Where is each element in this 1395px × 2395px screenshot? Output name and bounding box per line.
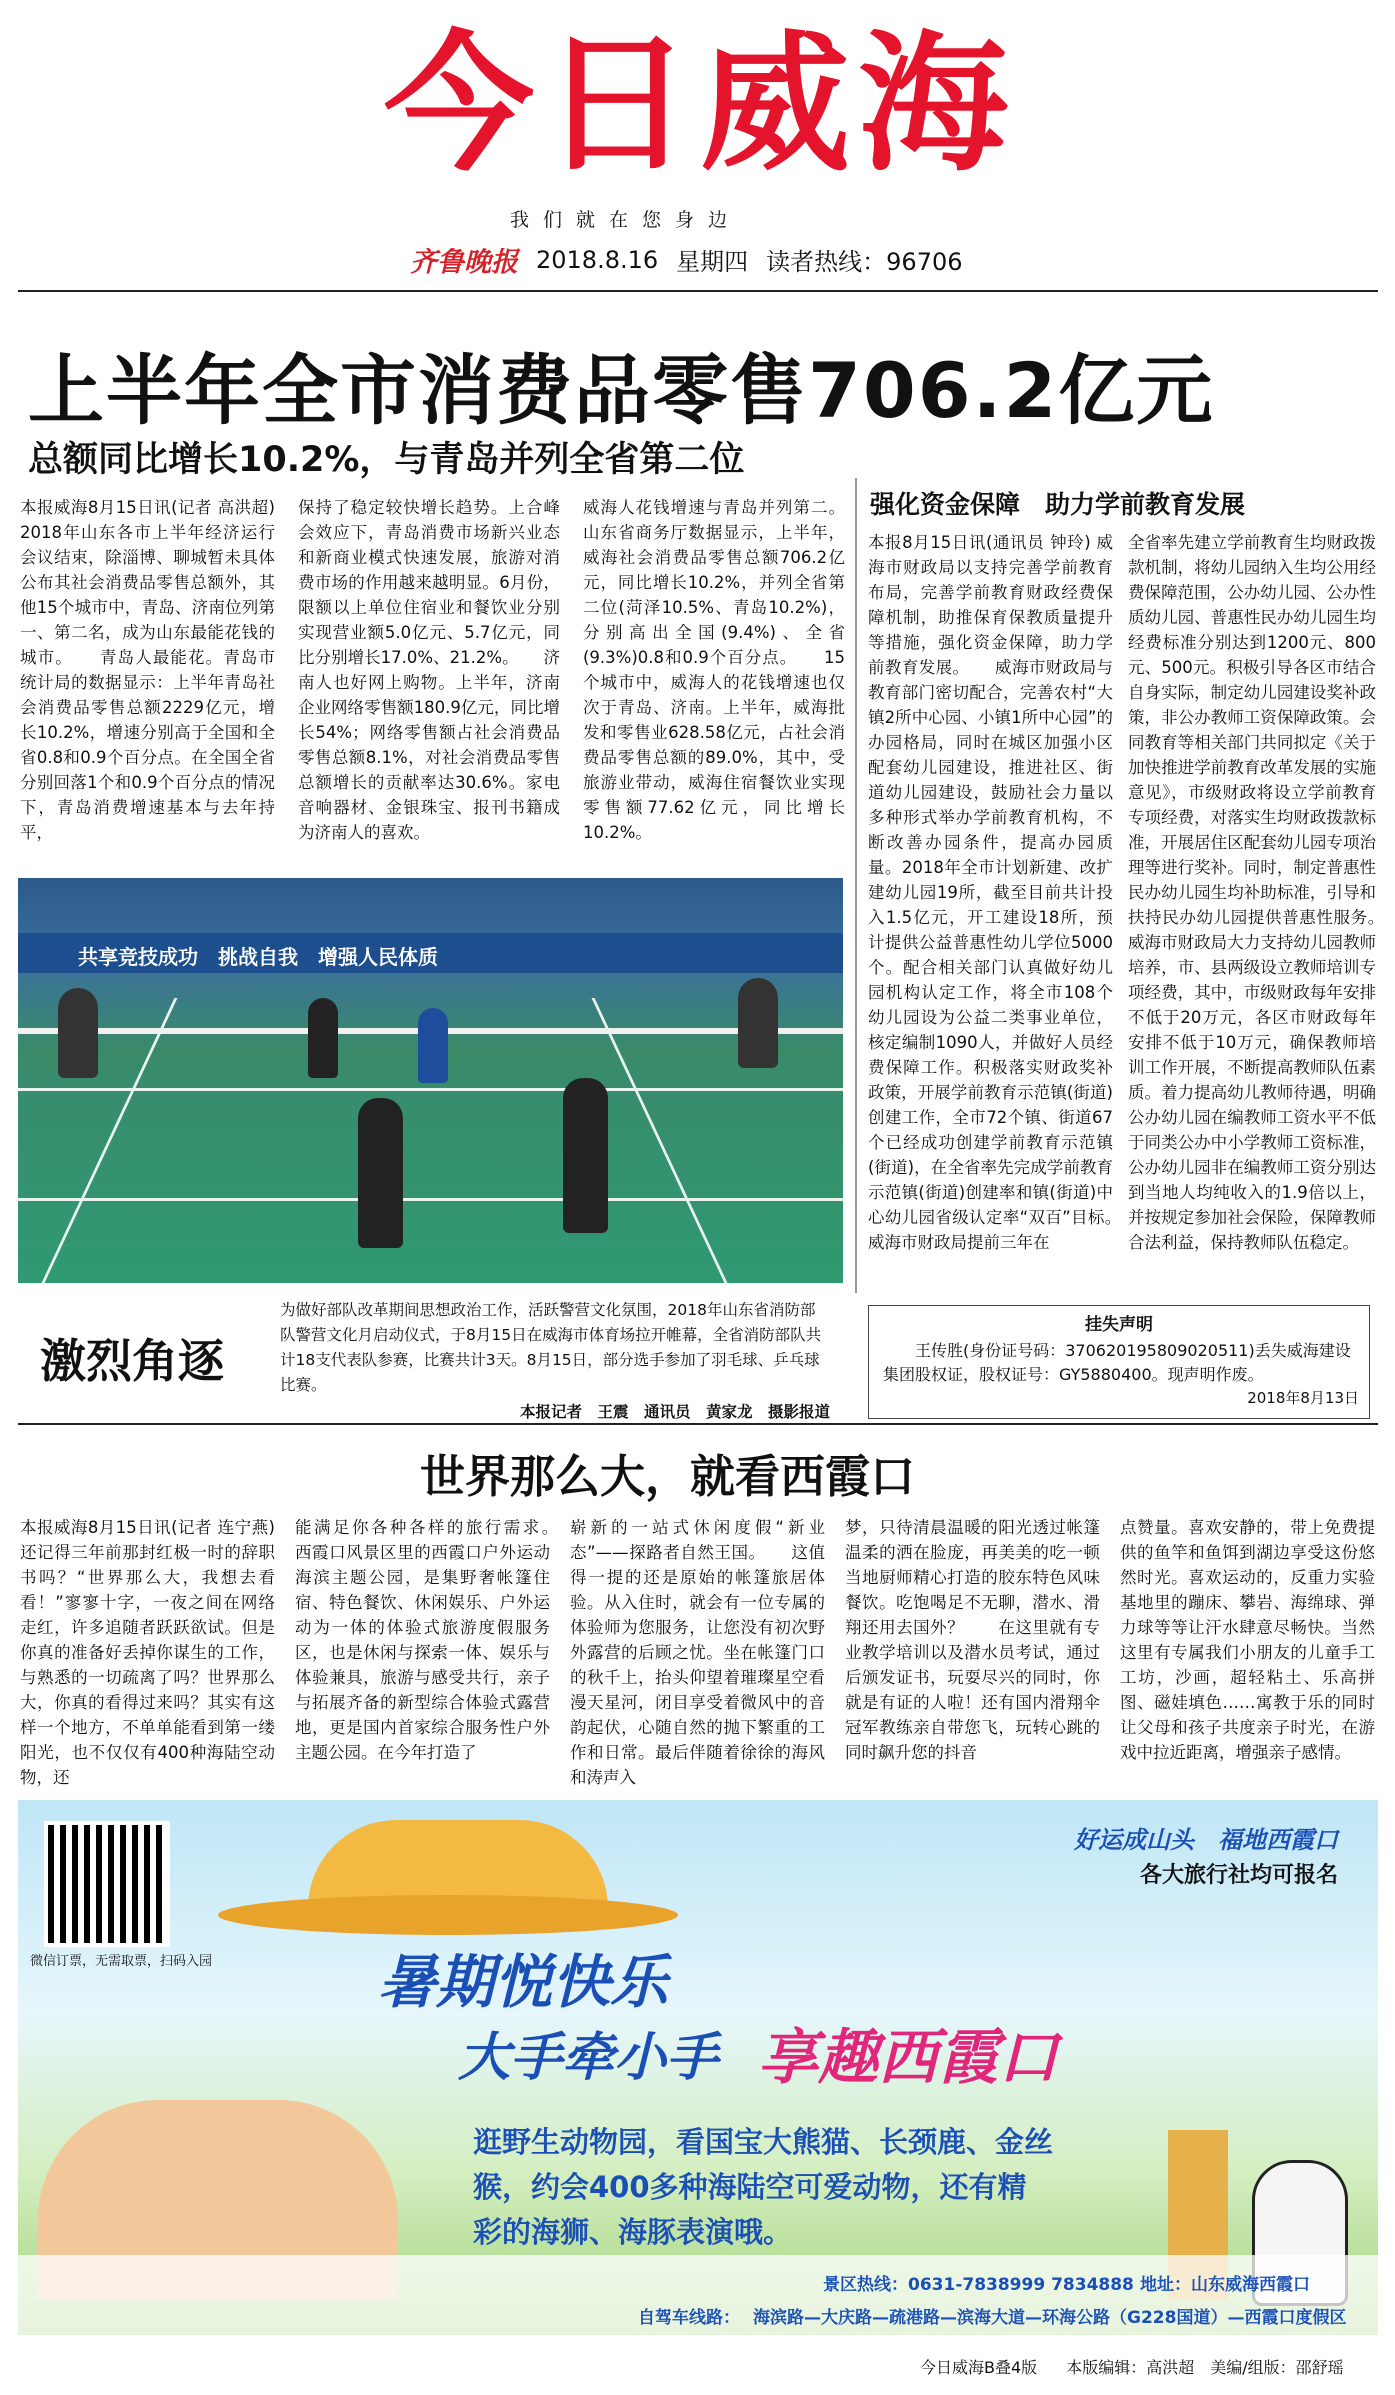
photo-banner <box>18 933 843 973</box>
lead-column-1: 本报威海8月15日讯(记者 高洪超) 2018年山东各市上半年经济运行会议结束，除淄博、聊城暂未具体公布其社会消费品零售总额外，其他15个城市中，青岛、济南位列第一、第二名，成为山东最能花钱的城市。 青岛人最能花。青岛市统计局的数据显示：上半年青岛社会消费品零售总额2229亿元，增长10.2%，增速分别高于全国和全省0.8和0.9个百分点。在全国全省分别回落1个和0.9个百分点的情况下，青岛消费增速基本与去年持平， <box>20 498 275 842</box>
notice-date: 2018年8月13日 <box>1247 1389 1359 1407</box>
travel-title: 世界那么大，就看西霞口 <box>420 1450 916 1503</box>
court-line <box>18 1088 843 1091</box>
travel-column-2: 能满足你各种各样的旅行需求。 西霞口风景区里的西霞口户外运动海滨主题公园，是集野奢帐篷住宿、特色餐饮、休闲娱乐、户外运动为一体的体验式旅游度假服务区，也是休闲与探索一体、娱乐与体验兼具，旅游与感受共行，亲子与拓展齐备的新型综合体验式露营地，更是国内首家综合服务性户外主题公园。在今年打造了 <box>295 1518 550 1762</box>
travel-column-3: 崭新的一站式休闲度假“新业态”——探路者自然王国。 这值得一提的还是原始的帐篷旅居体验。从入住时，就会有一位专属的体验师为您服务，让您没有初次野外露营的后顾之忧。坐在帐篷门口的秋千上，抬头仰望着璀璨星空看漫天星河，闭目享受着微风中的音韵起伏，心随自然的抛下繁重的工作和日常。最后伴随着徐徐的海风和涛声入 <box>570 1518 825 1787</box>
brand-logo: 齐鲁晚报 <box>410 247 518 278</box>
player <box>308 998 338 1078</box>
player <box>418 1008 448 1083</box>
notice-body: 王传胜(身份证号码：370620195809020511)丢失威海建设集团股权证，股权证号：GY5880400。现声明作废。 <box>883 1341 1351 1384</box>
photo-caption: 为做好部队改革期间思想政治工作，活跃警营文化氛围，2018年山东省消防部队警营文化月启动仪式，于8月15日在威海市体育场拉开帷幕，全省消防部队共计18支代表队参赛，比赛共计3天。8月15日，部分选手参加了羽毛球、乒乓球比赛。 本报记者 王震 通讯员 黄家龙 摄影报道 <box>280 1298 830 1425</box>
qr-code-icon[interactable] <box>48 1825 166 1943</box>
lead-column-3: 威海人花钱增速与青岛并列第二。山东省商务厅数据显示，上半年，威海社会消费品零售总额706.2亿元，同比增长10.2%，并列全省第二位(菏泽10.5%、青岛10.2%)，分别高出全国(9.4%)、全省(9.3%)0.8和0.9个百分点。 15个城市中，威海人的花钱增速也仅次于青岛、济南。上半年，威海批发和零售业628.58亿元，占社会消费品零售总额的89.0%，其中，受旅游业带动，威海住宿餐饮业实现零售额77.62亿元，同比增长10.2%。 <box>583 498 845 842</box>
travel-column-4: 梦，只待清晨温暖的阳光透过帐篷温柔的洒在脸庞，再美美的吃一顿当地厨师精心打造的胶东特色风味餐饮。吃饱喝足不无聊，潜水、滑翔还用去国外？ 在这里就有专业教学培训以及潜水员考试，通过后颁发证书，玩耍尽兴的同时，你就是有证的人啦！还有国内滑翔伞冠军教练亲自带您飞，玩转心跳的同时飙升您的抖音 <box>845 1518 1100 1762</box>
footer-edition: 今日威海B叠4版 <box>920 2358 1038 2377</box>
ad-title-1: 暑期悦快乐 <box>378 1948 669 2016</box>
hat-brim <box>218 1895 678 1935</box>
masthead-title: 今日威海 <box>383 18 1016 192</box>
side-divider <box>855 478 857 1293</box>
side-column-1: 本报8月15日讯(通讯员 钟玲) 威海市财政局以支持完善学前教育布局，完善学前教育财政经费保障机制，助推保育保教质量提升等措施，强化资金保障，助力学前教育发展。 威海市财政局与教育部门密切配合，完善农村“大镇2所中心园、小镇1所中心园”的办园格局，同时在城区加强小区配套幼儿园建设，推进社区、街道幼儿园建设，鼓励社会力量以多种形式举办学前教育机构，不断改善办园条件，提高办园质量。2018年全市计划新建、改扩建幼儿园19所，截至目前共计投入1.5亿元，开工建设18所，预计提供公益普惠性幼儿学位5000个。配合相关部门认真做好幼儿园机构认定工作，将全市108个幼儿园设为公益二类事业单位，核定编制1090人，并做好人员经费保障工作。积极落实财政奖补政策，开展学前教育示范镇(街道)创建工作，全市72个镇、街道67个已经成功创建学前教育示范镇(街道)，在全省率先完成学前教育示范镇(街道)创建率和镇(街道)中心幼儿园省级认定率“双百”目标。 威海市财政局提前三年在 <box>868 533 1113 1252</box>
reader-hotline: 读者热线：96706 <box>766 248 963 276</box>
issue-date: 2018.8.16 <box>536 245 659 274</box>
ad-address: 地址：山东威海西霞口 <box>1140 2275 1310 2295</box>
court-line <box>592 998 728 1283</box>
masthead-slogan: 我们就在您身边 <box>510 209 742 231</box>
section-rule <box>18 1423 1378 1425</box>
lost-notice <box>868 1305 1370 1419</box>
lead-column-2: 保持了稳定较快增长趋势。上合峰会效应下，青岛消费市场新兴业态和新商业模式快速发展，旅游对消费市场的作用越来越明显。6月份，限额以上单位住宿业和餐饮业分别实现营业额5.0亿元、5.7亿元，同比分别增长17.0%、21.2%。 济南人也好网上购物。上半年，济南企业网络零售额180.9亿元，同比增长54%；网络零售额占社会消费品零售总额8.1%，对社会消费品零售总额增长的贡献率达30.6%。家电音响器材、金银珠宝、报刊书籍成为济南人的喜欢。 <box>298 498 560 842</box>
photo-banner-text: 共享竞技成功 挑战自我 增强人民体质 <box>78 945 438 969</box>
court-line <box>18 1198 843 1201</box>
ad-tagline: 好运成山头 福地西霞口 <box>1074 1826 1338 1854</box>
umpire <box>738 978 778 1068</box>
ad-route-label: 自驾车线路： <box>638 2308 740 2328</box>
travel-column-5: 点赞量。喜欢安静的，带上免费提供的鱼竿和鱼饵到湖边享受这份悠然时光。喜欢运动的，反重力实验基地里的蹦床、攀岩、海绵球、弹力球等等让汗水肆意尽畅快。当然这里有专属我们小朋友的儿童手工工坊，沙画，超轻粘土、乐高拼图、磁娃填色……寓教于乐的同时让父母和孩子共度亲子时光，在游戏中拉近距离，增强亲子感情。 <box>1120 1518 1375 1762</box>
qr-caption: 微信订票，无需取票，扫码入园 <box>30 1954 213 1969</box>
ad-route: 海滨路—大庆路—疏港路—滨海大道—环海公路（G228国道）—西霞口度假区 <box>753 2308 1347 2328</box>
player <box>358 1098 403 1248</box>
dateline <box>410 240 963 279</box>
player <box>563 1078 608 1233</box>
top-rule <box>18 290 1378 292</box>
badminton-photo <box>18 878 843 1283</box>
side-column-2: 全省率先建立学前教育生均财政拨款机制，将幼儿园纳入生均公用经费保障范围，公办幼儿园、公办性质幼儿园、普惠性民办幼儿园生均经费标准分别达到1200元、800元、500元。积极引导各区市结合自身实际，制定幼儿园建设奖补政策，非公办教师工资保障政策。会同教育等相关部门共同拟定《关于加快推进学前教育改革发展的实施意见》，市级财政将设立学前教育专项经费，对落实生均财政拨款标准，开展居住区配套幼儿园专项治理等进行奖补。同时，制定普惠性民办幼儿园生均补助标准，引导和扶持民办幼儿园提供普惠性服务。 威海市财政局大力支持幼儿园教师培养，市、县两级设立教师培训专项经费，其中，市级财政每年安排不低于20万元，各区市财政每年安排不低于10万元，确保教师培训工作开展，不断提高教师队伍素质。着力提高幼儿教师待遇，明确公办幼儿园在编教师工资水平不低于同类公办中小学教师工资标准，公办幼儿园非在编教师工资分别达到当地人均纯收入的1.9倍以上，并按规定参加社会保险，保障教师合法利益，保持教师队伍稳定。 <box>1128 533 1376 1252</box>
ad-title-3: 享趣西霞口 <box>758 2023 1058 2093</box>
issue-weekday: 星期四 <box>676 248 749 276</box>
photo-credits: 本报记者 王震 通讯员 黄家龙 摄影报道 <box>519 1403 830 1421</box>
page-footer <box>920 2355 1344 2378</box>
xixiakou-advertisement <box>18 1800 1378 2335</box>
ad-title-2: 大手牵小手 <box>458 2028 719 2088</box>
ad-body: 逛野生动物园，看国宝大熊猫、长颈鹿、金丝猴，约会400多种海陆空可爱动物，还有精彩的海狮、海豚表演哦。 <box>473 2125 1054 2249</box>
ad-hotline: 景区热线：0631-7838999 7834888 <box>823 2275 1134 2295</box>
photo-heading: 激烈角逐 <box>40 1334 224 1388</box>
side-title: 强化资金保障 助力学前教育发展 <box>870 490 1246 519</box>
notice-title: 挂失声明 <box>1085 1315 1153 1335</box>
umpire <box>58 988 98 1078</box>
lead-headline: 上半年全市消费品零售706.2亿元 <box>28 346 1215 435</box>
footer-editor: 本版编辑：高洪超 美编/组版：邵舒瑶 <box>1066 2358 1344 2377</box>
lead-subhead: 总额同比增长10.2%，与青岛并列全省第二位 <box>28 440 745 480</box>
ad-tagline-sub: 各大旅行社均可报名 <box>1139 1863 1338 1888</box>
travel-column-1: 本报威海8月15日讯(记者 连宁燕) 还记得三年前那封红极一时的辞职书吗？“世界那么大，我想去看看！”寥寥十字，一夜之间在网络走红，许多追随者跃跃欲试。但是你真的准备好丢掉你谋生的工作，与熟悉的一切疏离了吗？世界那么大，你真的看得过来吗？其实有这样一个地方，不单单能看到第一缕阳光，也不仅仅有400种海陆空动物，还 <box>20 1518 275 1787</box>
